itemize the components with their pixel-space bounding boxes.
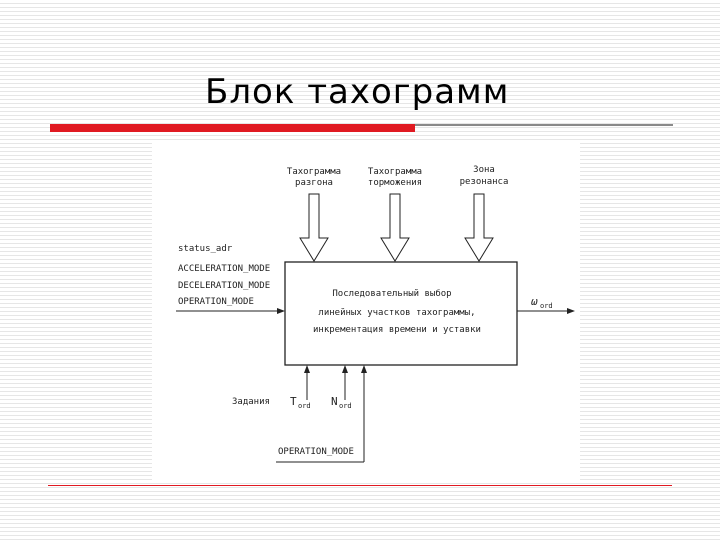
top-input-2-line1: Тахограмма — [367, 167, 423, 177]
bottom-mode-label: OPERATION_MODE — [278, 447, 354, 457]
left-label-acceleration: ACCELERATION_MODE — [178, 264, 271, 274]
slide-title: Блок тахограмм — [205, 72, 510, 112]
t-symbol: T — [290, 395, 297, 408]
block-text-line2: линейных участков тахограммы, — [318, 308, 476, 318]
left-label-deceleration: DECELERATION_MODE — [178, 281, 271, 291]
top-input-3-line1: Зона — [473, 165, 495, 175]
output-symbol: ω — [531, 295, 538, 308]
block-text-line1: Последовательный выбор — [332, 289, 452, 299]
output-arrowhead — [567, 308, 575, 314]
output-subscript: ord — [540, 302, 553, 310]
top-input-1-line2: разгона — [295, 178, 333, 188]
t-input-arrowhead — [304, 365, 310, 373]
n-symbol: N — [331, 395, 338, 408]
top-input-1-line1: Тахограмма — [286, 167, 342, 177]
top-input-2-line2: торможения — [367, 178, 423, 188]
t-subscript: ord — [298, 402, 311, 410]
arrow-acceleration — [300, 194, 328, 261]
n-input-arrowhead — [342, 365, 348, 373]
top-input-3-line2: резонанса — [459, 177, 509, 187]
n-subscript: ord — [339, 402, 352, 410]
left-label-operation: OPERATION_MODE — [178, 297, 254, 307]
arrow-resonance — [465, 194, 493, 261]
block-text-line3: инкрементация времени и уставки — [313, 325, 481, 335]
bottom-label-assignments: Задания — [232, 397, 270, 407]
mode-input-arrowhead — [361, 365, 367, 373]
left-input-arrowhead — [277, 308, 285, 314]
left-label-status: status_adr — [178, 244, 233, 254]
arrow-deceleration — [381, 194, 409, 261]
